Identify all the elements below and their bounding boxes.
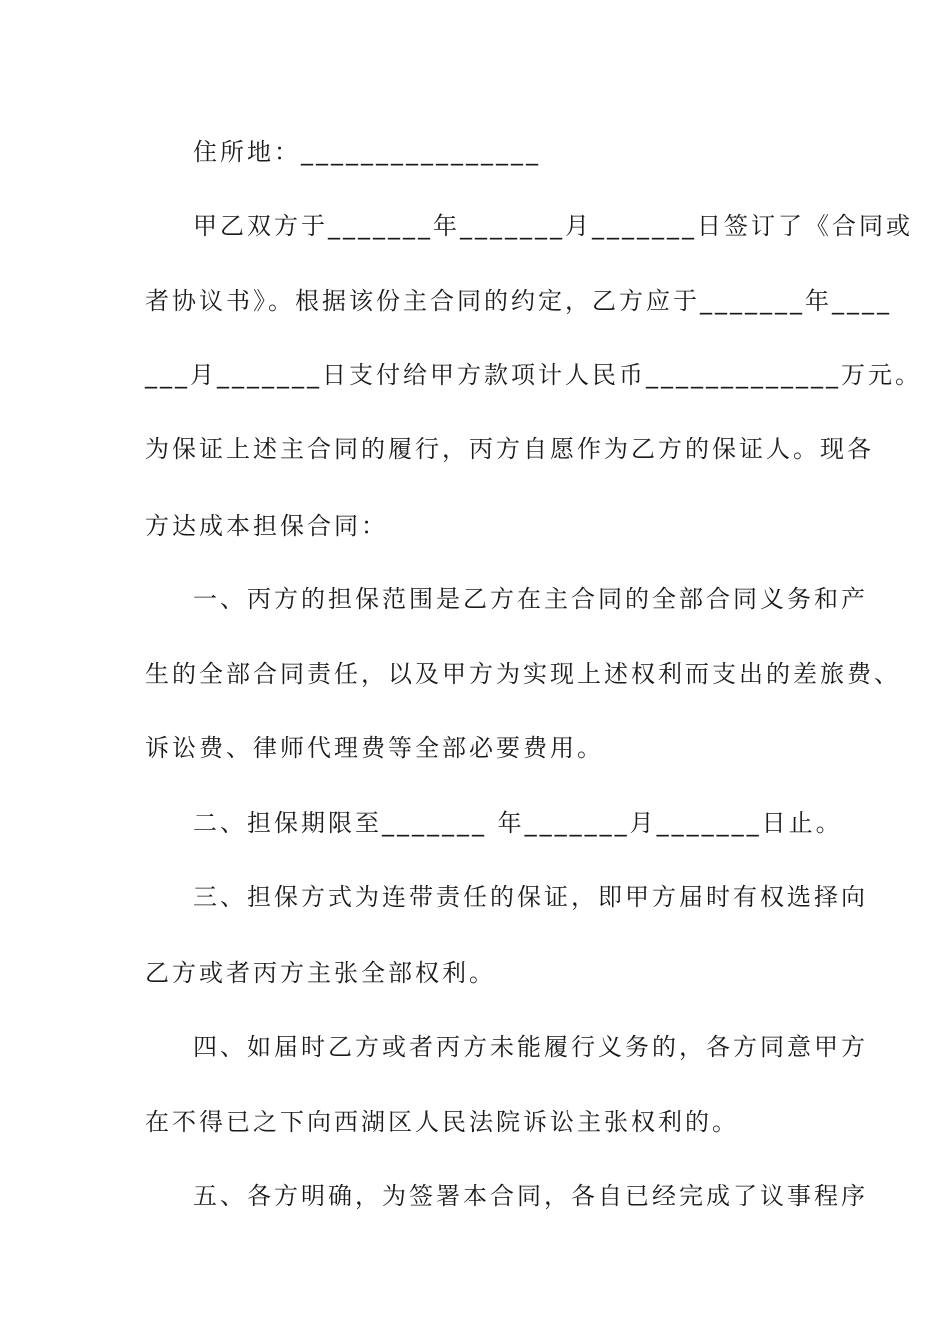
- line-text: 方达成本担保合同：: [145, 512, 388, 540]
- line-text: 者协议书》。根据该份主合同的约定，乙方应于_______年____: [145, 287, 892, 315]
- line-text: 在不得已之下向西湖区人民法院诉讼主张权利的。: [145, 1108, 739, 1136]
- line-text: 甲乙双方于_______年_______月_______日签订了《合同或: [193, 212, 913, 240]
- line-text: 乙方或者丙方主张全部权利。: [145, 959, 496, 987]
- line-text: 生的全部合同责任，以及甲方为实现上述权利而支出的差旅费、: [145, 660, 901, 688]
- line-text: 四、如届时乙方或者丙方未能履行义务的，各方同意甲方: [193, 1033, 868, 1061]
- text-line: [0, 355, 950, 395]
- line-text: 一、丙方的担保范围是乙方在主合同的全部合同义务和产: [193, 585, 868, 613]
- line-text: 住所地：________________: [193, 138, 541, 166]
- line-text: 二、担保期限至_______ 年_______月_______日止。: [193, 809, 843, 837]
- line-text: ___月_______日支付给甲方款项计人民币_____________万元。: [145, 361, 922, 389]
- line-text: 诉讼费、律师代理费等全部必要费用。: [145, 734, 604, 762]
- text-line: [0, 132, 950, 172]
- text-line: [0, 953, 950, 993]
- text-line: [0, 877, 950, 917]
- text-line: [0, 429, 950, 469]
- line-text: 为保证上述主合同的履行，丙方自愿作为乙方的保证人。现各: [145, 435, 874, 463]
- text-line: [0, 281, 950, 321]
- text-line: [0, 654, 950, 694]
- text-line: [0, 803, 950, 843]
- text-line: [0, 728, 950, 768]
- text-line: [0, 1027, 950, 1067]
- line-text: 五、各方明确，为签署本合同，各自已经完成了议事程序: [193, 1182, 868, 1210]
- text-line: [0, 206, 950, 246]
- text-line: [0, 1176, 950, 1216]
- text-line: [0, 1102, 950, 1142]
- text-line: [0, 579, 950, 619]
- text-line: [0, 506, 950, 546]
- line-text: 三、担保方式为连带责任的保证，即甲方届时有权选择向: [193, 883, 868, 911]
